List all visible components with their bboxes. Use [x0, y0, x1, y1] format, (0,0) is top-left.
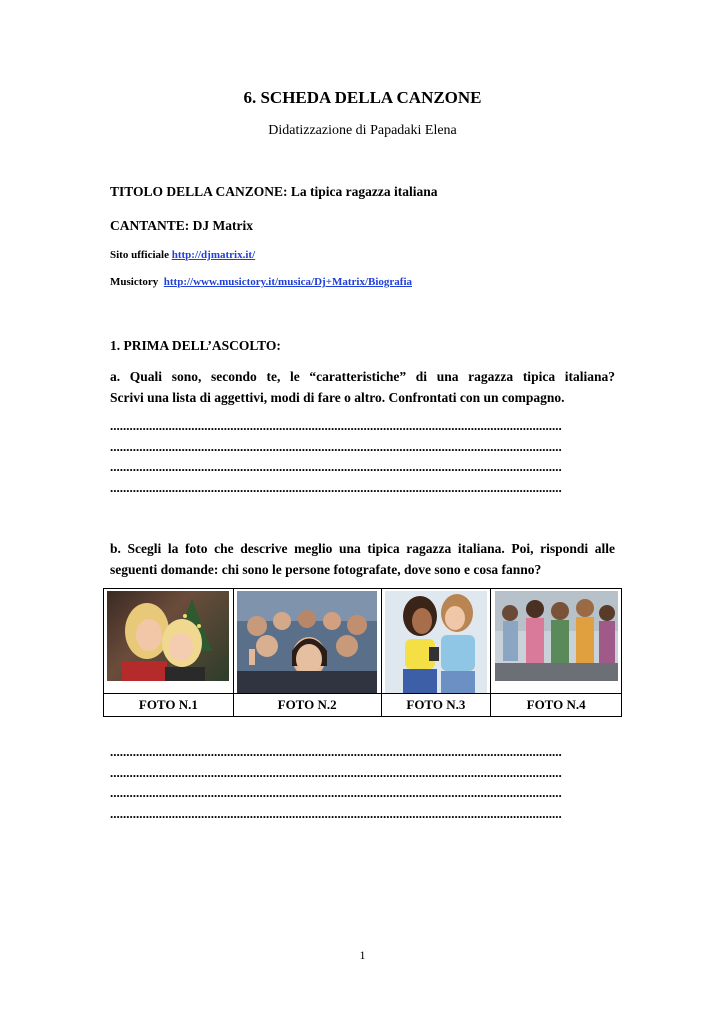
photo-cell-1[interactable]	[104, 589, 234, 694]
musictory-label: Musictory	[110, 276, 159, 288]
photo-cell-3[interactable]	[381, 589, 491, 694]
question-b-line-2: seguenti domande: chi sono le persone fotografate, dove sono e cosa fanno?	[110, 562, 542, 577]
official-site-label: Sito ufficiale	[110, 249, 169, 261]
question-a-line-1: a. Quali sono, secondo te, le “caratteristiche” di una ragazza tipica italiana?	[110, 369, 615, 384]
official-site-link[interactable]: http://djmatrix.it/	[171, 249, 256, 261]
page-title: 6. SCHEDA DELLA CANZONE	[243, 88, 482, 107]
question-a-line-2: Scrivi una lista di aggettivi, modi di fare o altro. Confrontati con un compagno.	[110, 390, 565, 405]
musictory-link[interactable]: http://www.musictory.it/musica/Dj+Matrix/Biografia	[163, 276, 413, 288]
answer-area-b	[110, 742, 615, 824]
answer-line[interactable]: ...........................................................................................................................................	[110, 764, 562, 780]
answer-line[interactable]: ...........................................................................................................................................	[110, 785, 562, 800]
song-title: TITOLO DELLA CANZONE: La tipica ragazza italiana	[110, 184, 438, 199]
answer-line[interactable]: ...........................................................................................................................................	[110, 438, 562, 454]
answer-line[interactable]: ...........................................................................................................................................	[110, 418, 562, 433]
photo-label-3: FOTO N.3	[381, 694, 491, 717]
photo-label-4: FOTO N.4	[491, 694, 622, 717]
answer-line[interactable]: ...........................................................................................................................................	[110, 459, 562, 474]
photo-label-1: FOTO N.1	[104, 694, 234, 717]
photo-cell-2[interactable]	[233, 589, 381, 694]
answer-line[interactable]: ...........................................................................................................................................	[110, 805, 562, 821]
singer: CANTANTE: DJ Matrix	[110, 218, 253, 233]
two-girls-phone-photo	[385, 591, 487, 693]
question-b	[110, 538, 615, 580]
answer-area-a	[110, 416, 615, 498]
official-site-line	[110, 249, 255, 261]
page-subtitle: Didatizzazione di Papadaki Elena	[268, 123, 457, 138]
question-b-line-1: b. Scegli la foto che descrive meglio una tipica ragazza italiana. Poi, rispondi alle	[110, 541, 615, 556]
photo-cell-4[interactable]	[491, 589, 622, 694]
girls-with-phones-photo	[495, 591, 618, 681]
page-number: 1	[359, 948, 366, 962]
group-selfie-photo	[237, 591, 377, 693]
two-women-christmas-photo	[107, 591, 229, 681]
photo-label-2: FOTO N.2	[233, 694, 381, 717]
photo-table	[103, 588, 622, 717]
section-heading: 1. PRIMA DELL’ASCOLTO:	[110, 338, 281, 353]
answer-line[interactable]: ...........................................................................................................................................	[110, 744, 562, 759]
musictory-line	[110, 276, 412, 288]
answer-line[interactable]: ...........................................................................................................................................	[110, 479, 562, 495]
question-a	[110, 366, 615, 408]
